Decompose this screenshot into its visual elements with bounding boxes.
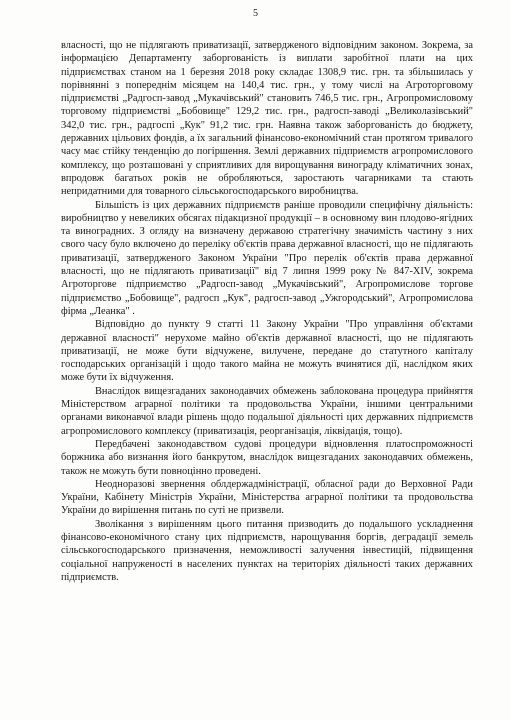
paragraph-court-procedures: Передбачені законодавством судові процедури відновлення платоспроможності боржника або визнання його банкрутом, внаслідок вищезгаданих законодавчих обмежень, також не можуть бути повноцінно проведені. [61, 438, 473, 477]
page-number: 5 [253, 8, 258, 19]
paragraph-law-article: Відповідно до пункту 9 статті 11 Закону України "Про управління об'єктами державної власності" нерухоме майно об'єктів державної власності, що не підлягають приватизації, не може бути відчужене, вилучене, передане до статутного капіталу господарських організацій і щодо такого майна не можуть вчинятися дії, наслідком яких може бути їх відчуження. [61, 319, 473, 384]
document-body [61, 39, 473, 584]
paragraph-consequences: Зволікання з вирішенням цього питання призводить до подальшого ускладнення фінансово-економічного стану цих підприємств, нарощування боргів, деградації земель сільськогосподарського призначення, неможливості залучення інвестицій, підвищення соціальної напруженості в населених пунктах на територіях діяльності таких державних підприємств. [61, 518, 473, 583]
paragraph-blocked-procedure: Внаслідок вищезгаданих законодавчих обмежень заблокована процедура прийняття Міністерством аграрної політики та продовольства України, іншими центральними органами виконавчої влади рішень щодо подальшої діяльності цих державних підприємств агропромислового комплексу (приватизація, реорганізація, ліквідація, тощо). [61, 385, 473, 437]
paragraph-enterprises-activity: Більшість із цих державних підприємств раніше проводили специфічну діяльність: виробництво у невеликих обсягах підакцизної продукції – в основному вин плодово-ягідних та виноградних. З огляду на визначену державою стратегічну значимість частину з них свого часу було включено до переліку об'єктів права державної власності, що не підлягають приватизації, затвердженого Законом України "Про перелік об'єктів права державної власності, що не підлягають приватизації" від 7 липня 1999 року № 847-XIV, зокрема Агроторгове підприємство „Радгосп-завод „Мукачівський", Агропромислове торгове підприємство „Бобовище", радгосп „Кук", радгосп-завод „Ужгородський", Агропромислова фірма „Леанка" . [61, 199, 473, 317]
paragraph-appeals: Неодноразові звернення облдержадміністрації, обласної ради до Верховної Ради України, Кабінету Міністрів України, Міністерства аграрної політики та продовольства України до вирішення питань по суті не призвели. [61, 478, 473, 517]
paragraph-continuation: власності, що не підлягають приватизації, затвердженого відповідним законом. Зокрема, за інформацією Департаменту заборгованість із виплати заробітної плати на цих підприємствах станом на 1 березня 2018 року складає 1308,9 тис. грн. та збільшилась у порівнянні з попереднім місяцем на 140,4 тис. грн., у тому числі на Агроторговому підприємстві „Радгосп-завод „Мукачівський" становить 746,5 тис. грн., Агропромисловому торговому підприємстві „Бобовище" 129,2 тис. грн., радгосп-заводі „Великолазівський" 342,0 тис. грн., радгоспі „Кук" 91,2 тис. грн. Наявна також заборгованість до бюджету, державних цільових фондів, а їх загальний фінансово-економічний стан протягом тривалого часу має стійку тенденцію до погіршення. Землі державних підприємств агропромислового комплексу, що розташовані у сприятливих для вирощування винограду кліматичних зонах, впродовж багатьох років не обробляються, заростають чагарниками та стають непридатними для товарного сільськогосподарського виробництва. [61, 40, 473, 198]
